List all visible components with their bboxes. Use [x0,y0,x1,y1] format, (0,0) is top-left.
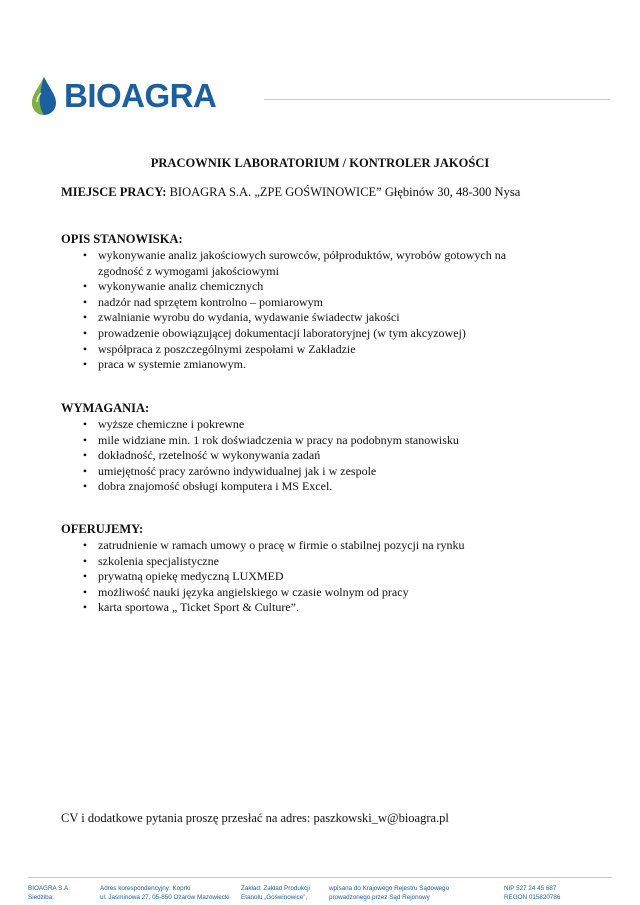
list-item [61,464,581,480]
letterhead [28,75,618,125]
footer-text: ul. Jaśminowa 27, 05-850 Ożarów Mazowiecki [100,894,230,901]
list-item-text: zwalnianie wyrobu do wydania, wydawanie świadectw jakości [98,310,400,325]
list-item [61,433,581,449]
list-item [61,342,581,358]
list-item-text: prowadzenie obowiązującej dokumentacji laboratoryjnej (w tym akcyzowej) [98,325,466,340]
list-item-text: mile widziane min. 1 rok doświadczenia w pracy na podobnym stanowisku [98,432,459,447]
bullet-icon: • [82,432,88,447]
footer-text: NIP 527 24 45 687 [504,885,557,892]
footer-text: Zakład: Zakład Produkcji [241,885,310,892]
water-drop-leaf-icon [28,75,60,117]
list-item-text: wyższe chemiczne i pokrewne [98,417,245,431]
list-item [61,448,581,464]
section-we-offer [61,522,581,616]
bullet-icon: • [82,538,88,552]
footer-text: REGON 015820786 [504,894,561,901]
list-item-text: wykonywanie analiz jakościowych surowców, półproduktów, wyrobów gotowych na zgodność z wymogami jakościowymi [98,248,507,278]
section-job-description [61,232,581,373]
bullet-icon: • [82,325,88,340]
bullet-list [61,538,581,616]
list-item [61,279,581,295]
bullet-icon: • [82,463,88,478]
list-item-text: praca w systemie zmianowym. [98,357,246,372]
footer-text: Etanolu „Goświnowice”, [241,894,308,901]
footer-text: Siedziba: [28,894,54,901]
bullet-list [61,417,581,495]
contact-line: CV i dodatkowe pytania proszę przesłać na adres: paszkowski_w@bioagra.pl [61,811,449,825]
list-item [61,538,581,554]
list-item-text: umiejętność pracy zarówno indywidualnej jak i w zespole [98,463,377,478]
list-item [61,310,581,326]
bullet-list [61,248,581,373]
footer-address [100,884,230,902]
brand-name: BIOAGRA [64,77,217,114]
bullet-icon: • [82,448,88,463]
bullet-icon: • [82,357,88,372]
list-item-text: dobra znajomość obsługi komputera i MS Excel. [98,479,333,494]
footer-text: prowadzonego przez Sąd Rejonowy [329,894,430,901]
list-item-text: wykonywanie analiz chemicznych [98,279,264,294]
list-item-text: zatrudnienie w ramach umowy o pracę w firmie o stabilnej pozycji na rynku [98,538,465,552]
list-item [61,295,581,311]
footer-tax-ids [504,884,560,902]
list-item [61,554,581,570]
list-item-text: możliwość nauki języka angielskiego w czasie wolnym od pracy [98,584,409,599]
list-item [61,357,581,373]
bullet-icon: • [82,553,88,568]
footer-text: wpisana do Krajowego Rejestru Sądowego [329,885,450,892]
footer-company [28,884,70,902]
list-item-text: współpraca z poszczególnymi zespołami w Zakładzie [98,341,356,356]
list-item [61,326,581,342]
section-heading: OPIS STANOWISKA: [61,232,183,246]
list-item [61,585,581,601]
list-item-text: szkolenia specjalistyczne [98,553,219,568]
workplace-label: MIEJSCE PRACY: [61,185,167,199]
list-item-text: prywatną opiekę medyczną LUXMED [98,569,284,584]
bullet-icon: • [82,341,88,356]
bioagra-logo [28,75,216,117]
section-heading: WYMAGANIA: [61,401,150,415]
footer [28,884,612,904]
workplace-value: BIOAGRA S.A. „ZPE GOŚWINOWICE” Głębinów 30, 48-300 Nysa [166,185,521,199]
list-item [61,600,581,616]
bullet-icon: • [82,279,88,294]
bullet-icon: • [82,294,88,309]
footer-registry [329,884,449,902]
list-item-text: dokładność, rzetelność w wykonywania zadań [98,448,321,463]
bullet-icon: • [82,248,88,262]
footer-plant [241,884,310,902]
list-item [61,569,581,585]
bullet-icon: • [82,584,88,599]
list-item [61,417,581,433]
bullet-icon: • [82,600,88,615]
list-item-text: nadzór nad sprzętem kontrolno – pomiarowym [98,294,323,309]
section-heading: OFERUJEMY: [61,522,144,536]
list-item-text: karta sportowa „ Ticket Sport & Culture”. [98,600,299,615]
list-item [61,479,581,495]
footer-text: Adres korespondencyjny: Koprki [100,885,191,892]
bullet-icon: • [82,310,88,325]
list-item [61,248,581,279]
bullet-icon: • [82,479,88,494]
footer-text: BIOAGRA S.A. [28,885,70,892]
footer-divider [28,877,612,878]
bullet-icon: • [82,569,88,584]
section-requirements [61,401,581,495]
bullet-icon: • [82,417,88,431]
workplace-line [61,185,520,200]
page-title: PRACOWNIK LABORATORIUM / KONTROLER JAKOŚCI [150,156,490,170]
header-divider [264,99,610,100]
